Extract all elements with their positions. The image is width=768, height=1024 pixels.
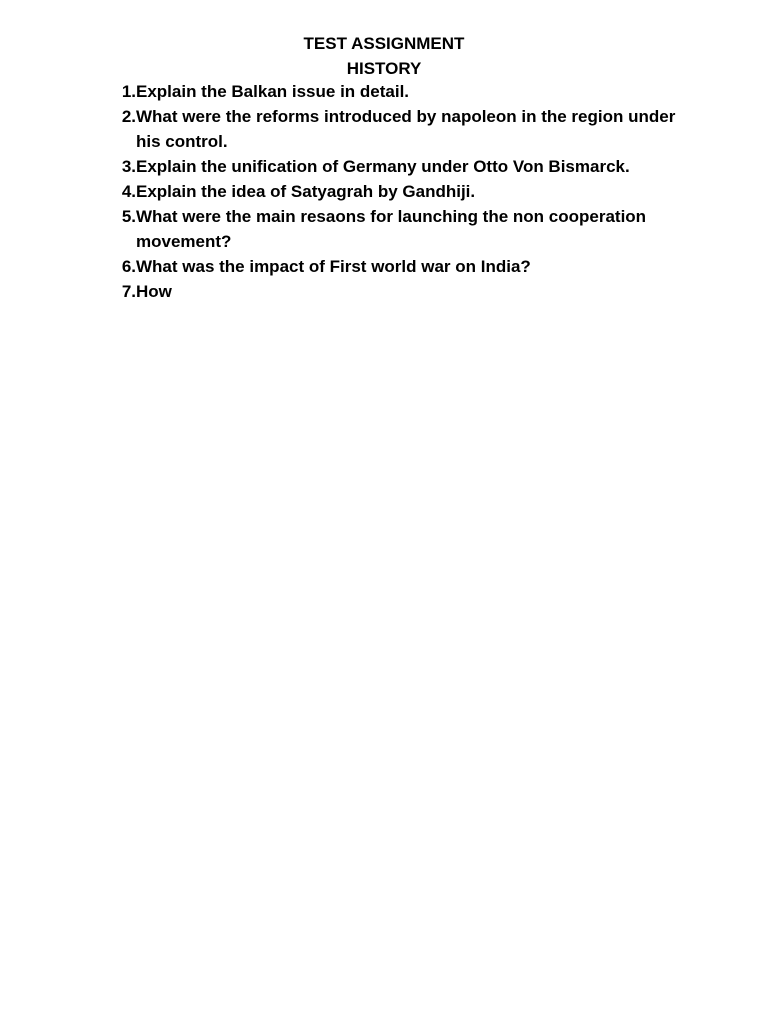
question-text: What were the main resaons for launching the non cooperation movement?: [136, 207, 647, 251]
question-text: Explain the unification of Germany under Otto Von Bismarck.: [136, 157, 630, 176]
question-number: 6.: [121, 257, 136, 276]
question-text: What was the impact of First world war on India?: [136, 257, 531, 276]
question-number: 2.: [121, 107, 136, 126]
question-item: [104, 79, 684, 104]
question-number: 4.: [121, 182, 136, 201]
document-title: TEST ASSIGNMENT: [303, 34, 465, 53]
question-item: [104, 204, 684, 254]
question-item: [104, 254, 684, 279]
question-number: 5.: [121, 207, 136, 226]
question-list: [104, 79, 684, 304]
subject-heading: HISTORY: [346, 59, 422, 78]
question-item: [104, 279, 684, 304]
question-item: [104, 179, 684, 204]
title-block: [0, 31, 768, 81]
question-text: What were the reforms introduced by napoleon in the region under his control.: [136, 107, 676, 151]
question-number: 7.: [121, 282, 136, 301]
question-item: [104, 104, 684, 154]
question-text: How: [136, 282, 172, 301]
question-text: Explain the idea of Satyagrah by Gandhiji.: [136, 182, 476, 201]
question-text: Explain the Balkan issue in detail.: [136, 82, 410, 101]
question-number: 3.: [121, 157, 136, 176]
question-item: [104, 154, 684, 179]
question-number: 1.: [121, 82, 136, 101]
